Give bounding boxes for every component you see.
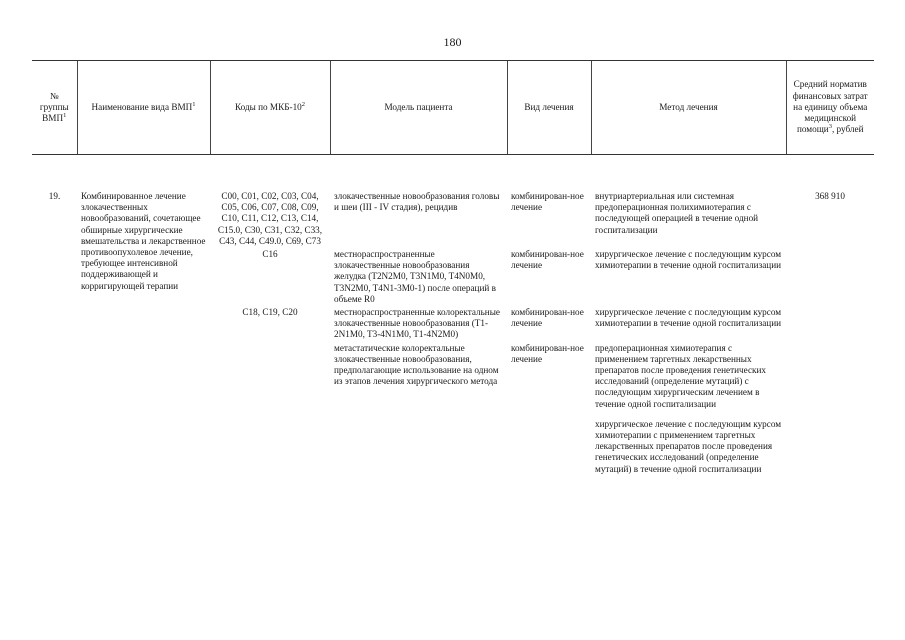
header-cost-standard: Средний норматив финансовых затрат на единицу объема медицинской помощи$^3$, рублей bbox=[786, 61, 874, 155]
header-treatment-type: Вид лечения bbox=[507, 61, 591, 155]
patient-model-cell: злокачественные новообразования головы и шеи (III - IV стадия), рецидив bbox=[334, 191, 500, 213]
page-number: 180 bbox=[443, 35, 462, 49]
treatment-method-cell: хирургическое лечение с последующим курсом химиотерапии в течение одной госпитализации bbox=[595, 307, 782, 329]
header-icd-codes: Коды по МКБ-$10^2$ bbox=[210, 61, 330, 155]
table-row bbox=[32, 189, 874, 247]
header-vmp-name: Наименование вида ВМП$^1$ bbox=[77, 61, 210, 155]
group-number-cell: 19. bbox=[48, 191, 61, 201]
cost-cell: 368 910 bbox=[815, 191, 845, 201]
spacer-row bbox=[32, 155, 874, 190]
patient-model-cell: местнораспространенные колоректальные злокачественные новообразования (T1-2N1M0, T3-4N1M0, T1-4N2M0) bbox=[334, 307, 500, 340]
icd-codes-cell bbox=[210, 341, 330, 475]
treatment-type-cell: комбинирован-ное лечение bbox=[511, 307, 584, 329]
icd-codes-cell: C16 bbox=[262, 249, 278, 260]
table-header-row bbox=[32, 61, 874, 155]
vmp-name-cell: Комбинированное лечение злокачественных новообразований, сочетающее обширные хирургические вмешательства и лекарственное противоопухолевое лечение, требующее интенсивной поддерживающей и корригирующей терапии bbox=[81, 191, 206, 291]
treatment-method-cell: хирургическое лечение с последующим курсом химиотерапии в течение одной госпитализации bbox=[595, 249, 782, 271]
treatment-type-cell: комбинирован-ное лечение bbox=[511, 249, 584, 271]
treatment-method-item: предоперационная химиотерапия с применением таргетных лекарственных препаратов после проведения генетических исследований (определение мутаций) с последующим хирургическим лечением в течение одной госпитализации bbox=[595, 342, 767, 409]
treatment-type-cell: комбинирован-ное лечение bbox=[511, 191, 584, 213]
treatment-type-cell: комбинирован-ное лечение bbox=[511, 342, 584, 364]
patient-model-cell: местнораспространенные злокачественные новообразования желудка (T2N2M0, T3N1M0, T4N0M0, T3N2M0, T4N1-3M0-1) после операций в объеме R0 bbox=[334, 249, 496, 304]
header-group-number: № группы ВМП$^1$ bbox=[32, 61, 77, 155]
treatment-method-item: хирургическое лечение с последующим курсом химиотерапии с применением таргетных лекарственных препаратов после проведения генетических исследований (определение мутаций) в течение одной госпитализации bbox=[595, 418, 782, 474]
icd-codes-cell: C18, C19, C20 bbox=[242, 307, 298, 318]
icd-codes-cell: C00, C01, C02, C03, C04, C05, C06, C07, C08, C09, C10, C11, C12, C13, C14, C15.0, C30, C31, C32, C33, C43, C44, C49.0, C69, C73 bbox=[217, 191, 323, 246]
treatment-method-cell: внутриартериальная или системная предоперационная полихимиотерапия с последующей операцией в течение одной госпитализации bbox=[595, 191, 759, 235]
vmp-table bbox=[32, 60, 874, 475]
patient-model-cell: метастатические колоректальные злокачественные новообразования, предполагающие использование на одном из этапов лечения хирургического метода bbox=[334, 342, 499, 387]
header-patient-model: Модель пациента bbox=[330, 61, 507, 155]
header-treatment-method: Метод лечения bbox=[591, 61, 786, 155]
treatment-method-cell bbox=[591, 341, 786, 475]
